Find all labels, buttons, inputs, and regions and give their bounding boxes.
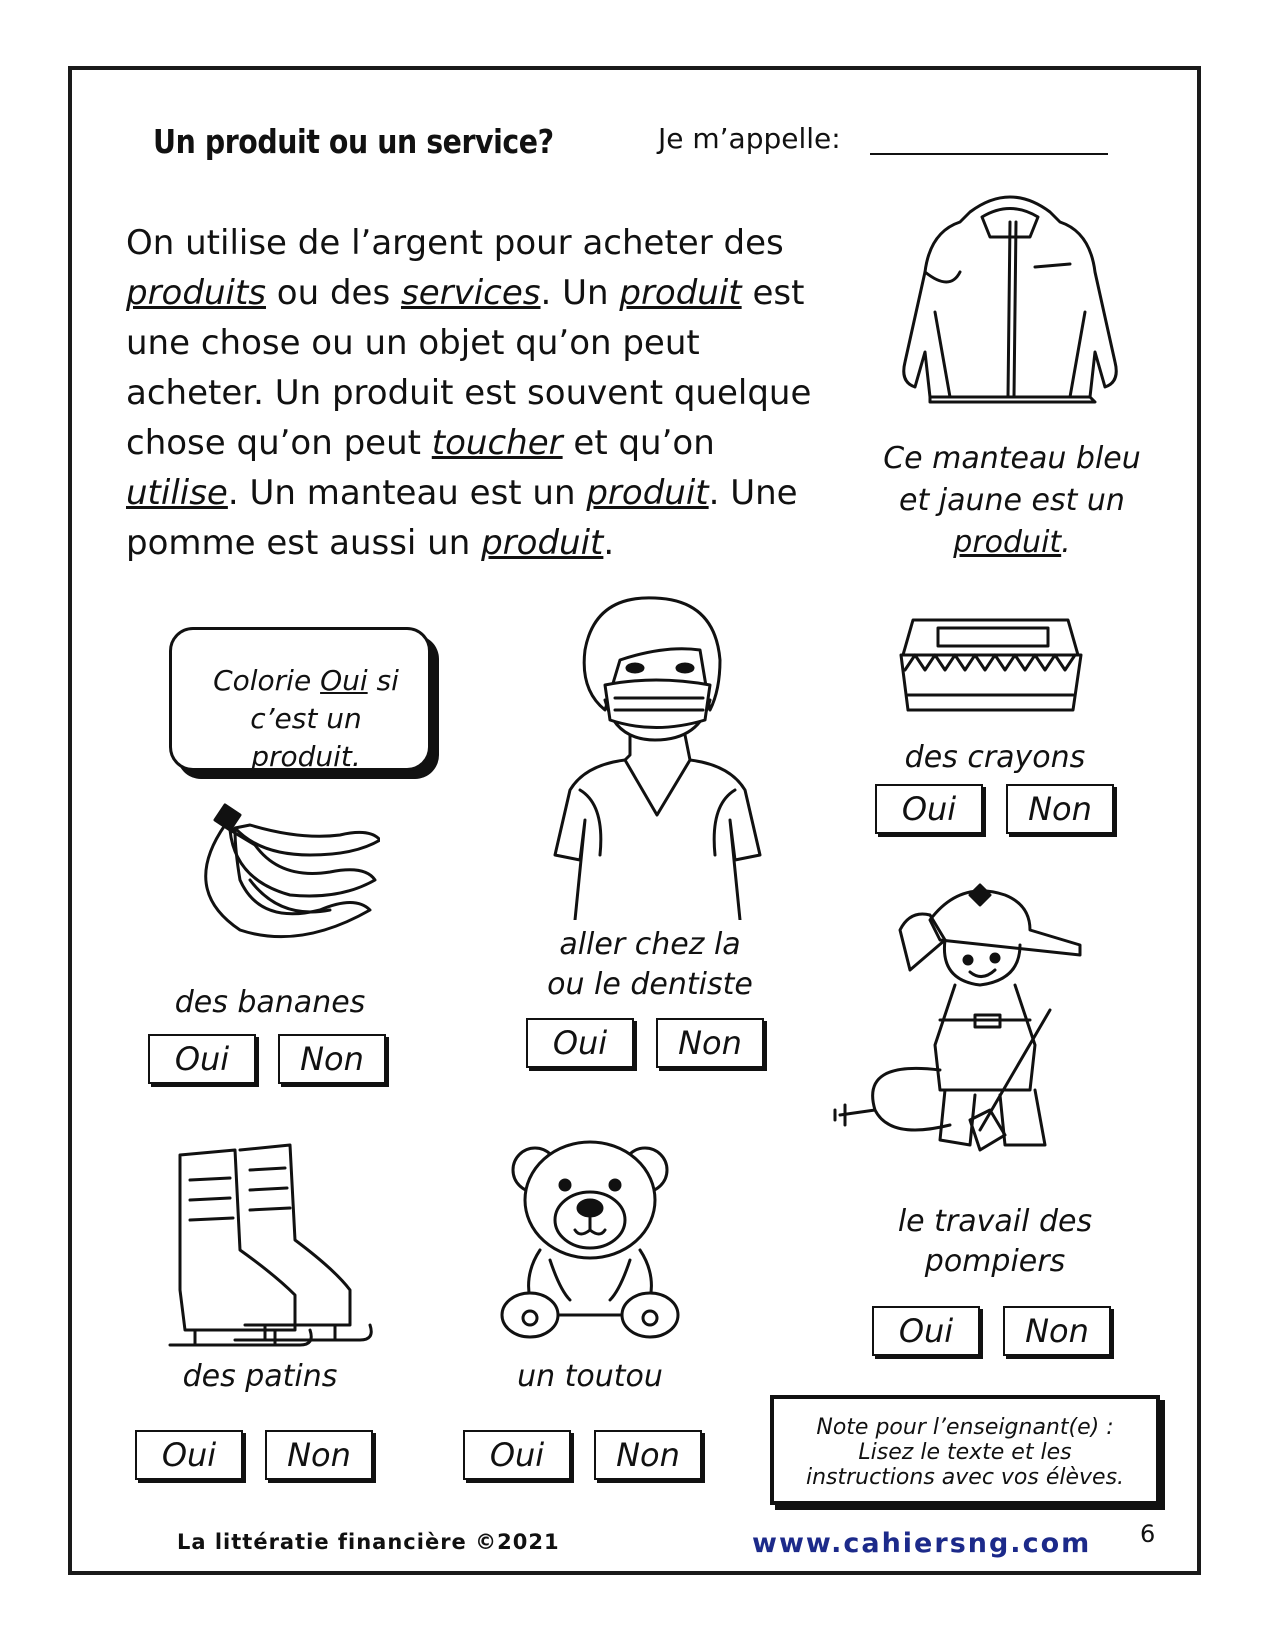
name-blank-line[interactable] <box>870 153 1108 155</box>
dentist-non-box[interactable]: Non <box>656 1018 764 1068</box>
teddy-label: un toutou <box>517 1359 663 1394</box>
teddy-oui-box[interactable]: Oui <box>463 1430 571 1480</box>
crayons-non-box[interactable]: Non <box>1006 784 1114 834</box>
firefighter-illustration <box>830 870 1130 1170</box>
teddy-bear-illustration <box>490 1130 690 1345</box>
dentist-label: aller chez la ou le dentiste <box>547 927 753 1002</box>
skates-label: des patins <box>182 1359 338 1394</box>
dentist-oui-box[interactable]: Oui <box>526 1018 634 1068</box>
bananas-label: des bananes <box>174 985 366 1020</box>
bananas-non-box[interactable]: Non <box>278 1034 386 1084</box>
crayons-oui-box[interactable]: Oui <box>875 784 983 834</box>
intro-paragraph: On utilise de l’argent pour acheter des produits ou des services. Un produit est une chose ou un objet qu’on peut acheter. Un produit est souvent quelque chose qu’on peut toucher et qu’on utilise. Un manteau est un produit. Une pomme est aussi un produit. <box>126 223 812 563</box>
crayons-illustration <box>893 610 1088 720</box>
coat-illustration <box>890 182 1130 412</box>
bananas-illustration <box>180 800 380 960</box>
crayons-label: des crayons <box>904 740 1086 775</box>
instruction-bubble: Colorie Oui si c’est un produit. <box>169 627 431 771</box>
name-label: Je m’appelle: <box>658 122 841 155</box>
footer-copyright: La littératie financière ©2021 <box>177 1530 560 1554</box>
teddy-non-box[interactable]: Non <box>594 1430 702 1480</box>
skates-oui-box[interactable]: Oui <box>135 1430 243 1480</box>
skates-illustration <box>165 1140 375 1355</box>
dentist-illustration <box>545 590 765 920</box>
firefighters-label: le travail des pompiers <box>897 1204 1093 1279</box>
bananas-oui-box[interactable]: Oui <box>148 1034 256 1084</box>
skates-non-box[interactable]: Non <box>265 1430 373 1480</box>
coat-caption: Ce manteau bleu et jaune est un produit. <box>883 441 1141 560</box>
page-number: 6 <box>1140 1520 1156 1548</box>
footer-website-link[interactable]: www.cahiersng.com <box>752 1528 1092 1559</box>
teacher-note: Note pour l’enseignant(e) : Lisez le texte et les instructions avec vos élèves. <box>770 1395 1160 1505</box>
firefighters-non-box[interactable]: Non <box>1003 1306 1111 1356</box>
firefighters-oui-box[interactable]: Oui <box>872 1306 980 1356</box>
worksheet-title: Un produit ou un service? <box>153 122 554 161</box>
